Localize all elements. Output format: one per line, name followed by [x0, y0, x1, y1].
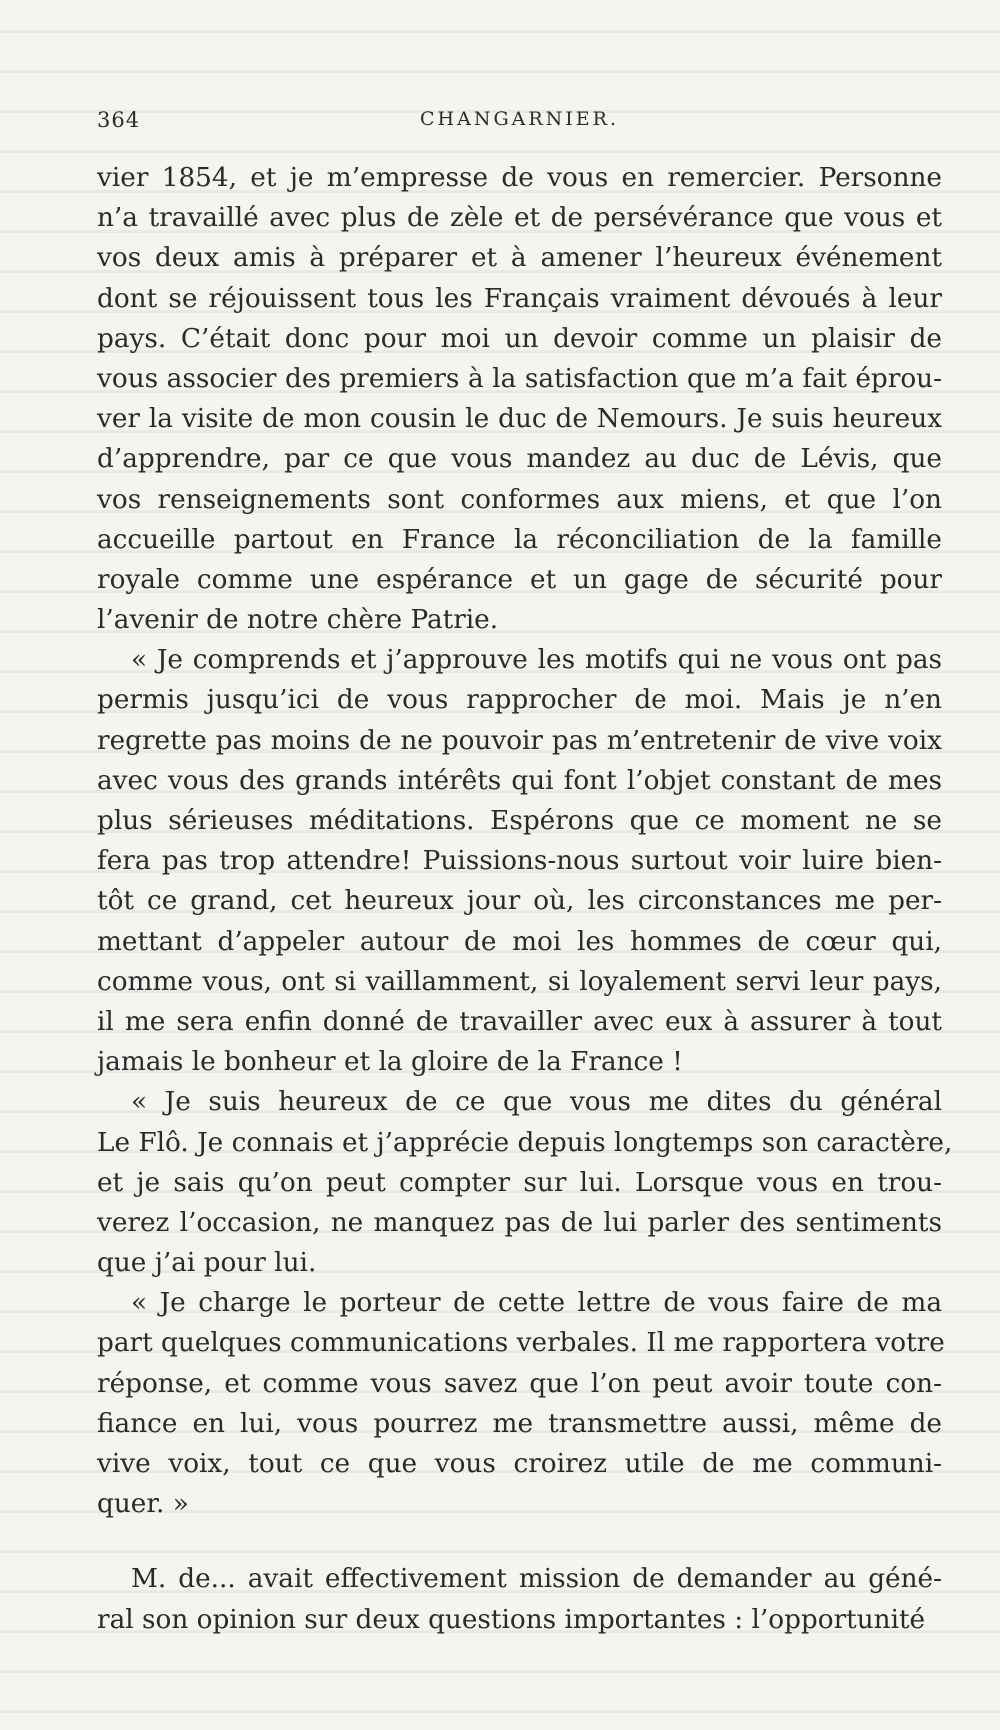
text-line: dont se réjouissent tous les Français vraiment dévoués à leur: [97, 283, 942, 314]
text-line: quer. »: [97, 1489, 189, 1520]
text-line: plus sérieuses méditations. Espérons que ce moment ne se: [97, 806, 942, 836]
text-line: permis jusqu’ici de vous rapprocher de moi. Mais je n’en: [97, 685, 942, 716]
text-line: vous associer des premiers à la satisfaction que m’a fait éprou-: [97, 363, 942, 394]
text-line: et je sais qu’on peut compter sur lui. Lorsque vous en trou-: [97, 1167, 942, 1198]
text-line: « Je charge le porteur de cette lettre de vous faire de ma: [131, 1288, 942, 1319]
text-line: que j’ai pour lui.: [97, 1248, 317, 1279]
paragraph: [97, 1559, 942, 1639]
page-number: 364: [97, 108, 141, 132]
text-line: fera pas trop attendre! Puissions-nous surtout voir luire bien-: [97, 846, 942, 877]
text-line: verez l’occasion, ne manquez pas de lui parler des sentiments: [97, 1207, 942, 1238]
text-line: ral son opinion sur deux questions importantes : l’opportunité: [97, 1604, 926, 1635]
page-header: [97, 108, 942, 138]
text-line: ver la visite de mon cousin le duc de Nemours. Je suis heureux: [97, 404, 942, 435]
text-line: comme vous, ont si vaillamment, si loyalement servi leur pays,: [97, 966, 942, 997]
text-line: vier 1854, et je m’empresse de vous en remercier. Personne: [97, 163, 942, 193]
text-line: l’avenir de notre chère Patrie.: [97, 605, 499, 636]
text-line: regrette pas moins de ne pouvoir pas m’entretenir de vive voix: [97, 725, 942, 756]
paragraph: [97, 158, 942, 640]
text-line: royale comme une espérance et un gage de sécurité pour: [97, 564, 942, 595]
text-line: jamais le bonheur et la gloire de la France !: [97, 1047, 683, 1078]
text-line: part quelques communications verbales. Il me rapportera votre: [97, 1328, 945, 1359]
text-line: réponse, et comme vous savez que l’on peut avoir toute con-: [97, 1368, 942, 1399]
text-line: Le Flô. Je connais et j’apprécie depuis longtemps son caractère,: [97, 1127, 953, 1158]
text-line: d’apprendre, par ce que vous mandez au duc de Lévis, que: [97, 444, 942, 475]
text-line: n’a travaillé avec plus de zèle et de persévérance que vous et: [97, 203, 942, 234]
text-line: pays. C’était donc pour moi un devoir comme un plaisir de: [97, 323, 942, 354]
paragraph: [97, 1283, 945, 1524]
paragraph: [97, 640, 942, 1082]
text-line: « Je comprends et j’approuve les motifs qui ne vous ont pas: [131, 645, 942, 676]
running-title: CHANGARNIER.: [419, 108, 619, 130]
text-line: vos renseignements sont conformes aux miens, et que l’on: [97, 484, 942, 515]
text-line: avec vous des grands intérêts qui font l’objet constant de mes: [97, 765, 942, 796]
text-line: accueille partout en France la réconciliation de la famille: [97, 524, 942, 555]
paragraph-gap: [97, 1524, 942, 1559]
text-line: vos deux amis à préparer et à amener l’heureux événement: [97, 243, 942, 274]
text-line: vive voix, tout ce que vous croirez utile de me communi-: [97, 1449, 942, 1479]
text-line: « Je suis heureux de ce que vous me dites du général: [131, 1087, 942, 1118]
text-line: M. de... avait effectivement mission de demander au géné-: [131, 1564, 942, 1595]
paragraph: [97, 1082, 953, 1283]
body-text: [97, 158, 953, 1640]
text-line: fiance en lui, vous pourrez me transmettre aussi, même de: [97, 1408, 942, 1439]
text-line: il me sera enfin donné de travailler avec eux à assurer à tout: [97, 1006, 942, 1037]
text-line: mettant d’appeler autour de moi les hommes de cœur qui,: [97, 926, 942, 957]
text-line: tôt ce grand, cet heureux jour où, les circonstances me per-: [97, 886, 942, 917]
